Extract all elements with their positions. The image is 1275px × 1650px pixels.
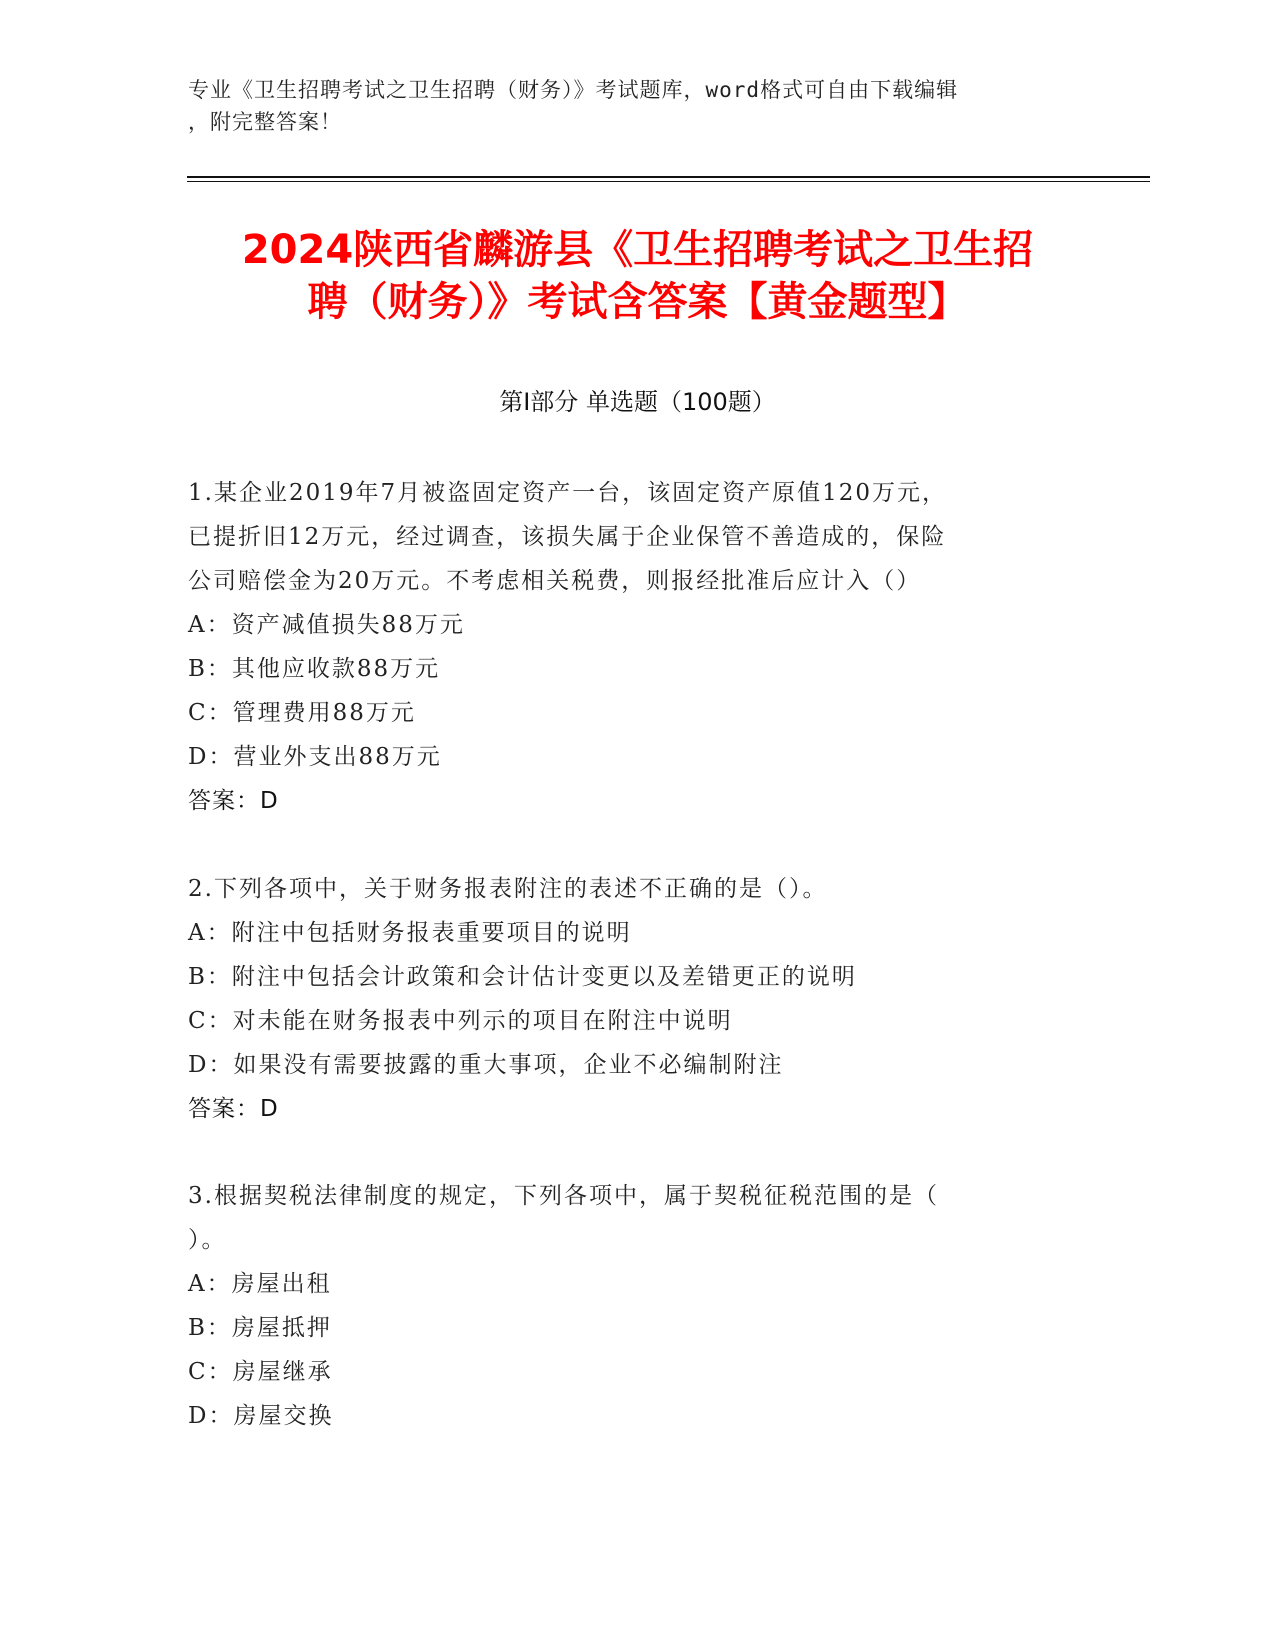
- option-a: A：房屋出租: [188, 1271, 332, 1297]
- question-text: 3.根据契税法律制度的规定，下列各项中，属于契税征税范围的是（: [188, 1183, 939, 1209]
- option-c: C：房屋继承: [188, 1359, 333, 1385]
- answer: 答案：D: [188, 1096, 279, 1122]
- answer: 答案：D: [188, 788, 279, 814]
- option-c: C：管理费用88万元: [188, 700, 416, 726]
- question-text: ）。: [188, 1227, 227, 1253]
- question-text: 公司赔偿金为20万元。不考虑相关税费，则报经批准后应计入（）: [188, 568, 922, 594]
- header-note-line: 专业《卫生招聘考试之卫生招聘（财务）》考试题库，word格式可自由下载编辑: [188, 78, 959, 102]
- option-b: B：房屋抵押: [188, 1315, 332, 1341]
- option-a: A：附注中包括财务报表重要项目的说明: [188, 920, 632, 946]
- header-note: [188, 74, 1088, 138]
- option-b: B：附注中包括会计政策和会计估计变更以及差错更正的说明: [188, 964, 857, 990]
- document-title-line: 2024陕西省麟游县《卫生招聘考试之卫生招: [241, 227, 1034, 273]
- header-divider: [187, 176, 1150, 178]
- question-text: 1.某企业2019年7月被盗固定资产一台，该固定资产原值120万元，: [188, 480, 948, 506]
- option-a: A：资产减值损失88万元: [188, 612, 465, 638]
- option-d: D：房屋交换: [188, 1403, 334, 1429]
- document-title-line: 聘（财务）》考试含答案【黄金题型】: [307, 279, 968, 325]
- option-c: C：对未能在财务报表中列示的项目在附注中说明: [188, 1008, 733, 1034]
- option-d: D：营业外支出88万元: [188, 744, 442, 770]
- option-b: B：其他应收款88万元: [188, 656, 441, 682]
- section-title: 第Ⅰ部分 单选题（100题）: [499, 388, 776, 416]
- question-text: 已提折旧12万元，经过调查，该损失属于企业保管不善造成的，保险: [188, 524, 947, 550]
- option-d: D：如果没有需要披露的重大事项，企业不必编制附注: [188, 1052, 784, 1078]
- question-text: 2.下列各项中，关于财务报表附注的表述不正确的是（）。: [188, 876, 828, 902]
- header-note-line: ，附完整答案！: [188, 110, 342, 134]
- document-title: [150, 224, 1125, 328]
- header-divider-thin: [187, 181, 1150, 182]
